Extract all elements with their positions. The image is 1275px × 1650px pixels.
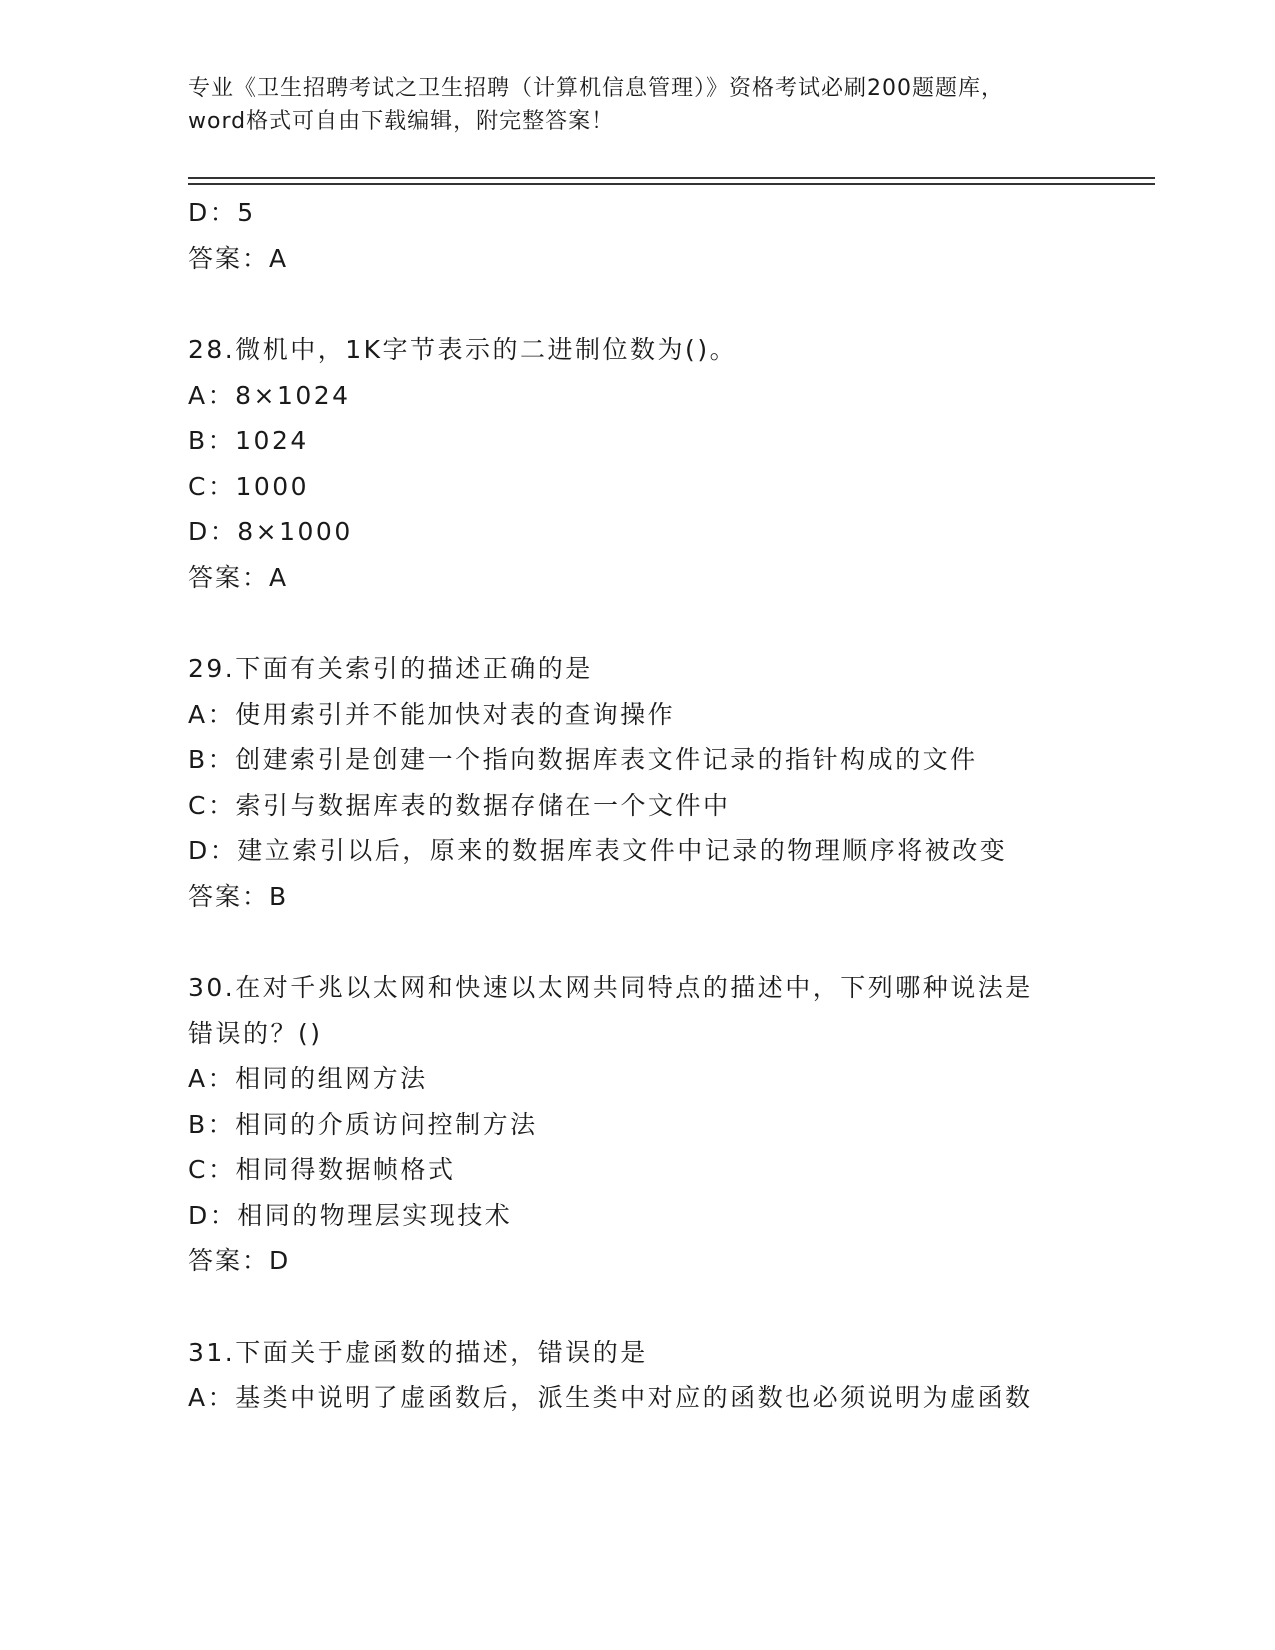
option-d: D：建立索引以后，原来的数据库表文件中记录的物理顺序将被改变 [188, 836, 1008, 865]
question-list [188, 190, 1148, 1421]
question-29 [188, 646, 1148, 919]
question-text: 31.下面关于虚函数的描述，错误的是 [188, 1337, 648, 1367]
answer: 答案：D [188, 1246, 291, 1275]
answer: 答案：B [188, 881, 289, 911]
header-divider-bottom [188, 183, 1155, 185]
question-text: 28.微机中，1K字节表示的二进制位数为()。 [188, 335, 738, 364]
option-b: B：1024 [188, 426, 309, 455]
option-b: B：创建索引是创建一个指向数据库表文件记录的指针构成的文件 [188, 745, 978, 774]
spacer [188, 1284, 1148, 1330]
header-divider-top [188, 177, 1155, 179]
spacer [188, 281, 1148, 327]
question-28 [188, 327, 1148, 600]
question-text: 29.下面有关索引的描述正确的是 [188, 654, 593, 683]
answer: 答案：A [188, 243, 289, 273]
option-b: B：相同的介质访问控制方法 [188, 1109, 538, 1139]
spacer [188, 919, 1148, 965]
question-text-line-2: 错误的？() [188, 1018, 323, 1048]
option-d: D：8×1000 [188, 517, 353, 546]
header-title-line-1: 专业《卫生招聘考试之卫生招聘（计算机信息管理）》资格考试必刷200题题库， [188, 76, 1004, 101]
option-a: A：基类中说明了虚函数后，派生类中对应的函数也必须说明为虚函数 [188, 1383, 1033, 1412]
option-a: A：使用索引并不能加快对表的查询操作 [188, 699, 676, 729]
spacer [188, 600, 1148, 646]
option-c: C：1000 [188, 471, 310, 501]
option-a: A：8×1024 [188, 380, 351, 410]
question-30 [188, 965, 1148, 1284]
question-31 [188, 1330, 1148, 1421]
header-title-line-2: word格式可自由下载编辑，附完整答案！ [188, 109, 615, 134]
answer: 答案：A [188, 562, 289, 592]
option-d: D：5 [188, 198, 256, 227]
question-27-tail [188, 190, 1148, 281]
option-d: D：相同的物理层实现技术 [188, 1200, 513, 1230]
option-c: C：相同得数据帧格式 [188, 1155, 456, 1184]
question-text-line-1: 30.在对千兆以太网和快速以太网共同特点的描述中，下列哪种说法是 [188, 973, 1033, 1002]
option-a: A：相同的组网方法 [188, 1064, 428, 1093]
option-c: C：索引与数据库表的数据存储在一个文件中 [188, 790, 731, 820]
document-header [188, 72, 1088, 138]
